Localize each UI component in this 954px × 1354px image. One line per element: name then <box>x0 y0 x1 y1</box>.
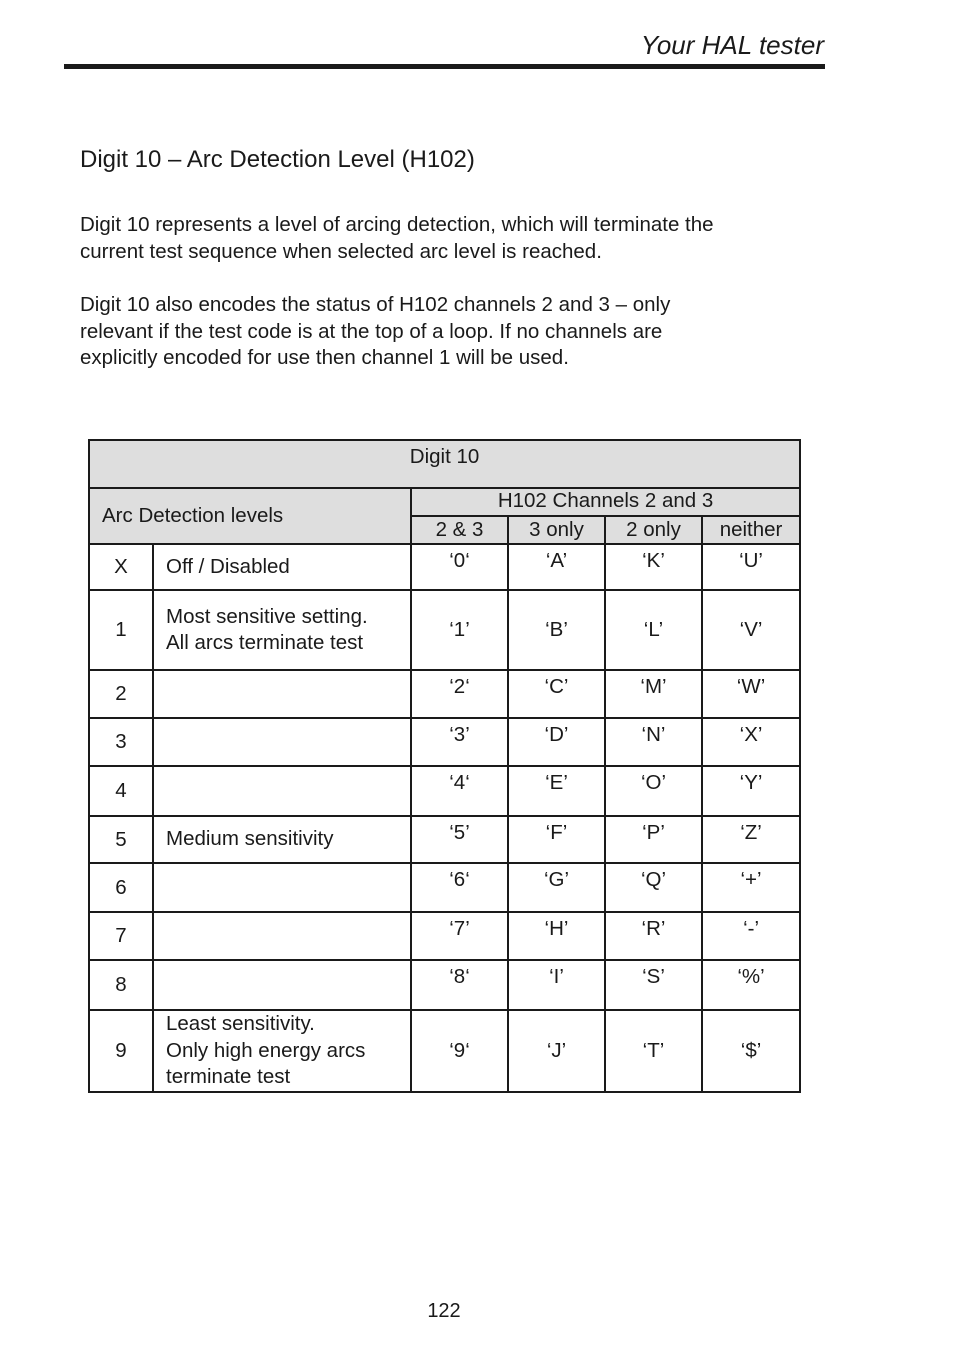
description-line: All arcs terminate test <box>166 631 364 654</box>
description-cell <box>153 766 411 816</box>
level-cell: 6 <box>89 863 153 912</box>
table-row <box>89 1010 800 1092</box>
code-cell: ‘B’ <box>508 590 605 670</box>
level-cell: 5 <box>89 816 153 863</box>
code-cell: ‘4‘ <box>411 766 508 816</box>
paragraph-2-line-2: relevant if the test code is at the top of a loop. If no channels are <box>80 319 663 343</box>
description-cell <box>153 912 411 960</box>
code-cell: ‘T’ <box>605 1010 702 1092</box>
code-cell: ‘3’ <box>411 718 508 766</box>
level-cell: 9 <box>89 1010 153 1092</box>
description-line: Most sensitive setting. <box>166 604 368 628</box>
code-cell: ‘U’ <box>702 544 800 590</box>
header-title: Your HAL tester <box>640 30 824 60</box>
code-cell: ‘$’ <box>702 1010 800 1092</box>
description-line: Medium sensitivity <box>166 827 334 851</box>
code-cell: ‘Z’ <box>702 816 800 863</box>
code-cell: ‘Y’ <box>702 766 800 816</box>
description-line: Off / Disabled <box>166 554 290 578</box>
code-cell: ‘F’ <box>508 816 605 863</box>
arc-levels-header: Arc Detection levels <box>89 488 411 544</box>
code-cell: ‘A’ <box>508 544 605 590</box>
table-row <box>89 670 800 718</box>
level-cell: 8 <box>89 960 153 1010</box>
paragraph-2-line-3: explicitly encoded for use then channel 1 will be used. <box>80 346 569 369</box>
code-cell: ‘E’ <box>508 766 605 816</box>
paragraph-2 <box>80 292 820 372</box>
paragraph-1-line-1: Digit 10 represents a level of arcing detection, which will terminate the <box>80 213 714 236</box>
code-cell: ‘O’ <box>605 766 702 816</box>
paragraph-1-line-2: current test sequence when selected arc level is reached. <box>80 239 602 263</box>
code-cell: ‘1’ <box>411 590 508 670</box>
description-line: Only high energy arcs <box>166 1038 366 1062</box>
level-cell: X <box>89 544 153 590</box>
paragraph-2-line-1: Digit 10 also encodes the status of H102 channels 2 and 3 – only <box>80 293 671 316</box>
table-row <box>89 816 800 863</box>
table-title: Digit 10 <box>89 440 800 488</box>
column-header: 3 only <box>508 516 605 544</box>
code-cell: ‘%’ <box>702 960 800 1010</box>
description-cell <box>153 863 411 912</box>
code-cell: ‘6‘ <box>411 863 508 912</box>
level-cell: 7 <box>89 912 153 960</box>
description-cell <box>153 816 411 863</box>
code-cell: ‘R’ <box>605 912 702 960</box>
column-header: 2 only <box>605 516 702 544</box>
code-cell: ‘9‘ <box>411 1010 508 1092</box>
table-row <box>89 590 800 670</box>
description-line: terminate test <box>166 1065 291 1088</box>
description-cell <box>153 718 411 766</box>
code-cell: ‘S’ <box>605 960 702 1010</box>
page-number: 122 <box>427 1300 461 1322</box>
table-row <box>89 912 800 960</box>
description-cell <box>153 1010 411 1092</box>
description-line: Least sensitivity. <box>166 1012 315 1035</box>
code-cell: ‘7’ <box>411 912 508 960</box>
code-cell: ‘2‘ <box>411 670 508 718</box>
description-cell <box>153 544 411 590</box>
table-row <box>89 544 800 590</box>
column-header: 2 & 3 <box>411 516 508 544</box>
level-cell: 2 <box>89 670 153 718</box>
code-cell: ‘P’ <box>605 816 702 863</box>
code-cell: ‘J’ <box>508 1010 605 1092</box>
code-cell: ‘+’ <box>702 863 800 912</box>
table-row <box>89 718 800 766</box>
column-header: neither <box>702 516 800 544</box>
section-heading: Digit 10 – Arc Detection Level (H102) <box>80 146 475 173</box>
code-cell: ‘G’ <box>508 863 605 912</box>
code-cell: ‘W’ <box>702 670 800 718</box>
level-cell: 3 <box>89 718 153 766</box>
table-body <box>89 544 800 1092</box>
description-cell <box>153 960 411 1010</box>
code-cell: ‘5’ <box>411 816 508 863</box>
code-cell: ‘Q’ <box>605 863 702 912</box>
code-cell: ‘0‘ <box>411 544 508 590</box>
channels-header: H102 Channels 2 and 3 <box>411 488 800 516</box>
paragraph-1 <box>80 212 820 265</box>
code-cell: ‘C’ <box>508 670 605 718</box>
code-cell: ‘I’ <box>508 960 605 1010</box>
code-cell: ‘H’ <box>508 912 605 960</box>
code-cell: ‘K’ <box>605 544 702 590</box>
code-cell: ‘-’ <box>702 912 800 960</box>
code-cell: ‘X’ <box>702 718 800 766</box>
code-cell: ‘V’ <box>702 590 800 670</box>
level-cell: 4 <box>89 766 153 816</box>
digit-10-table <box>88 439 801 1093</box>
header-rule <box>64 64 825 69</box>
code-cell: ‘L’ <box>605 590 702 670</box>
level-cell: 1 <box>89 590 153 670</box>
description-cell <box>153 670 411 718</box>
code-cell: ‘N’ <box>605 718 702 766</box>
table-row <box>89 863 800 912</box>
code-cell: ‘M’ <box>605 670 702 718</box>
table-row <box>89 766 800 816</box>
table-row <box>89 960 800 1010</box>
code-cell: ‘D’ <box>508 718 605 766</box>
description-cell <box>153 590 411 670</box>
code-cell: ‘8‘ <box>411 960 508 1010</box>
